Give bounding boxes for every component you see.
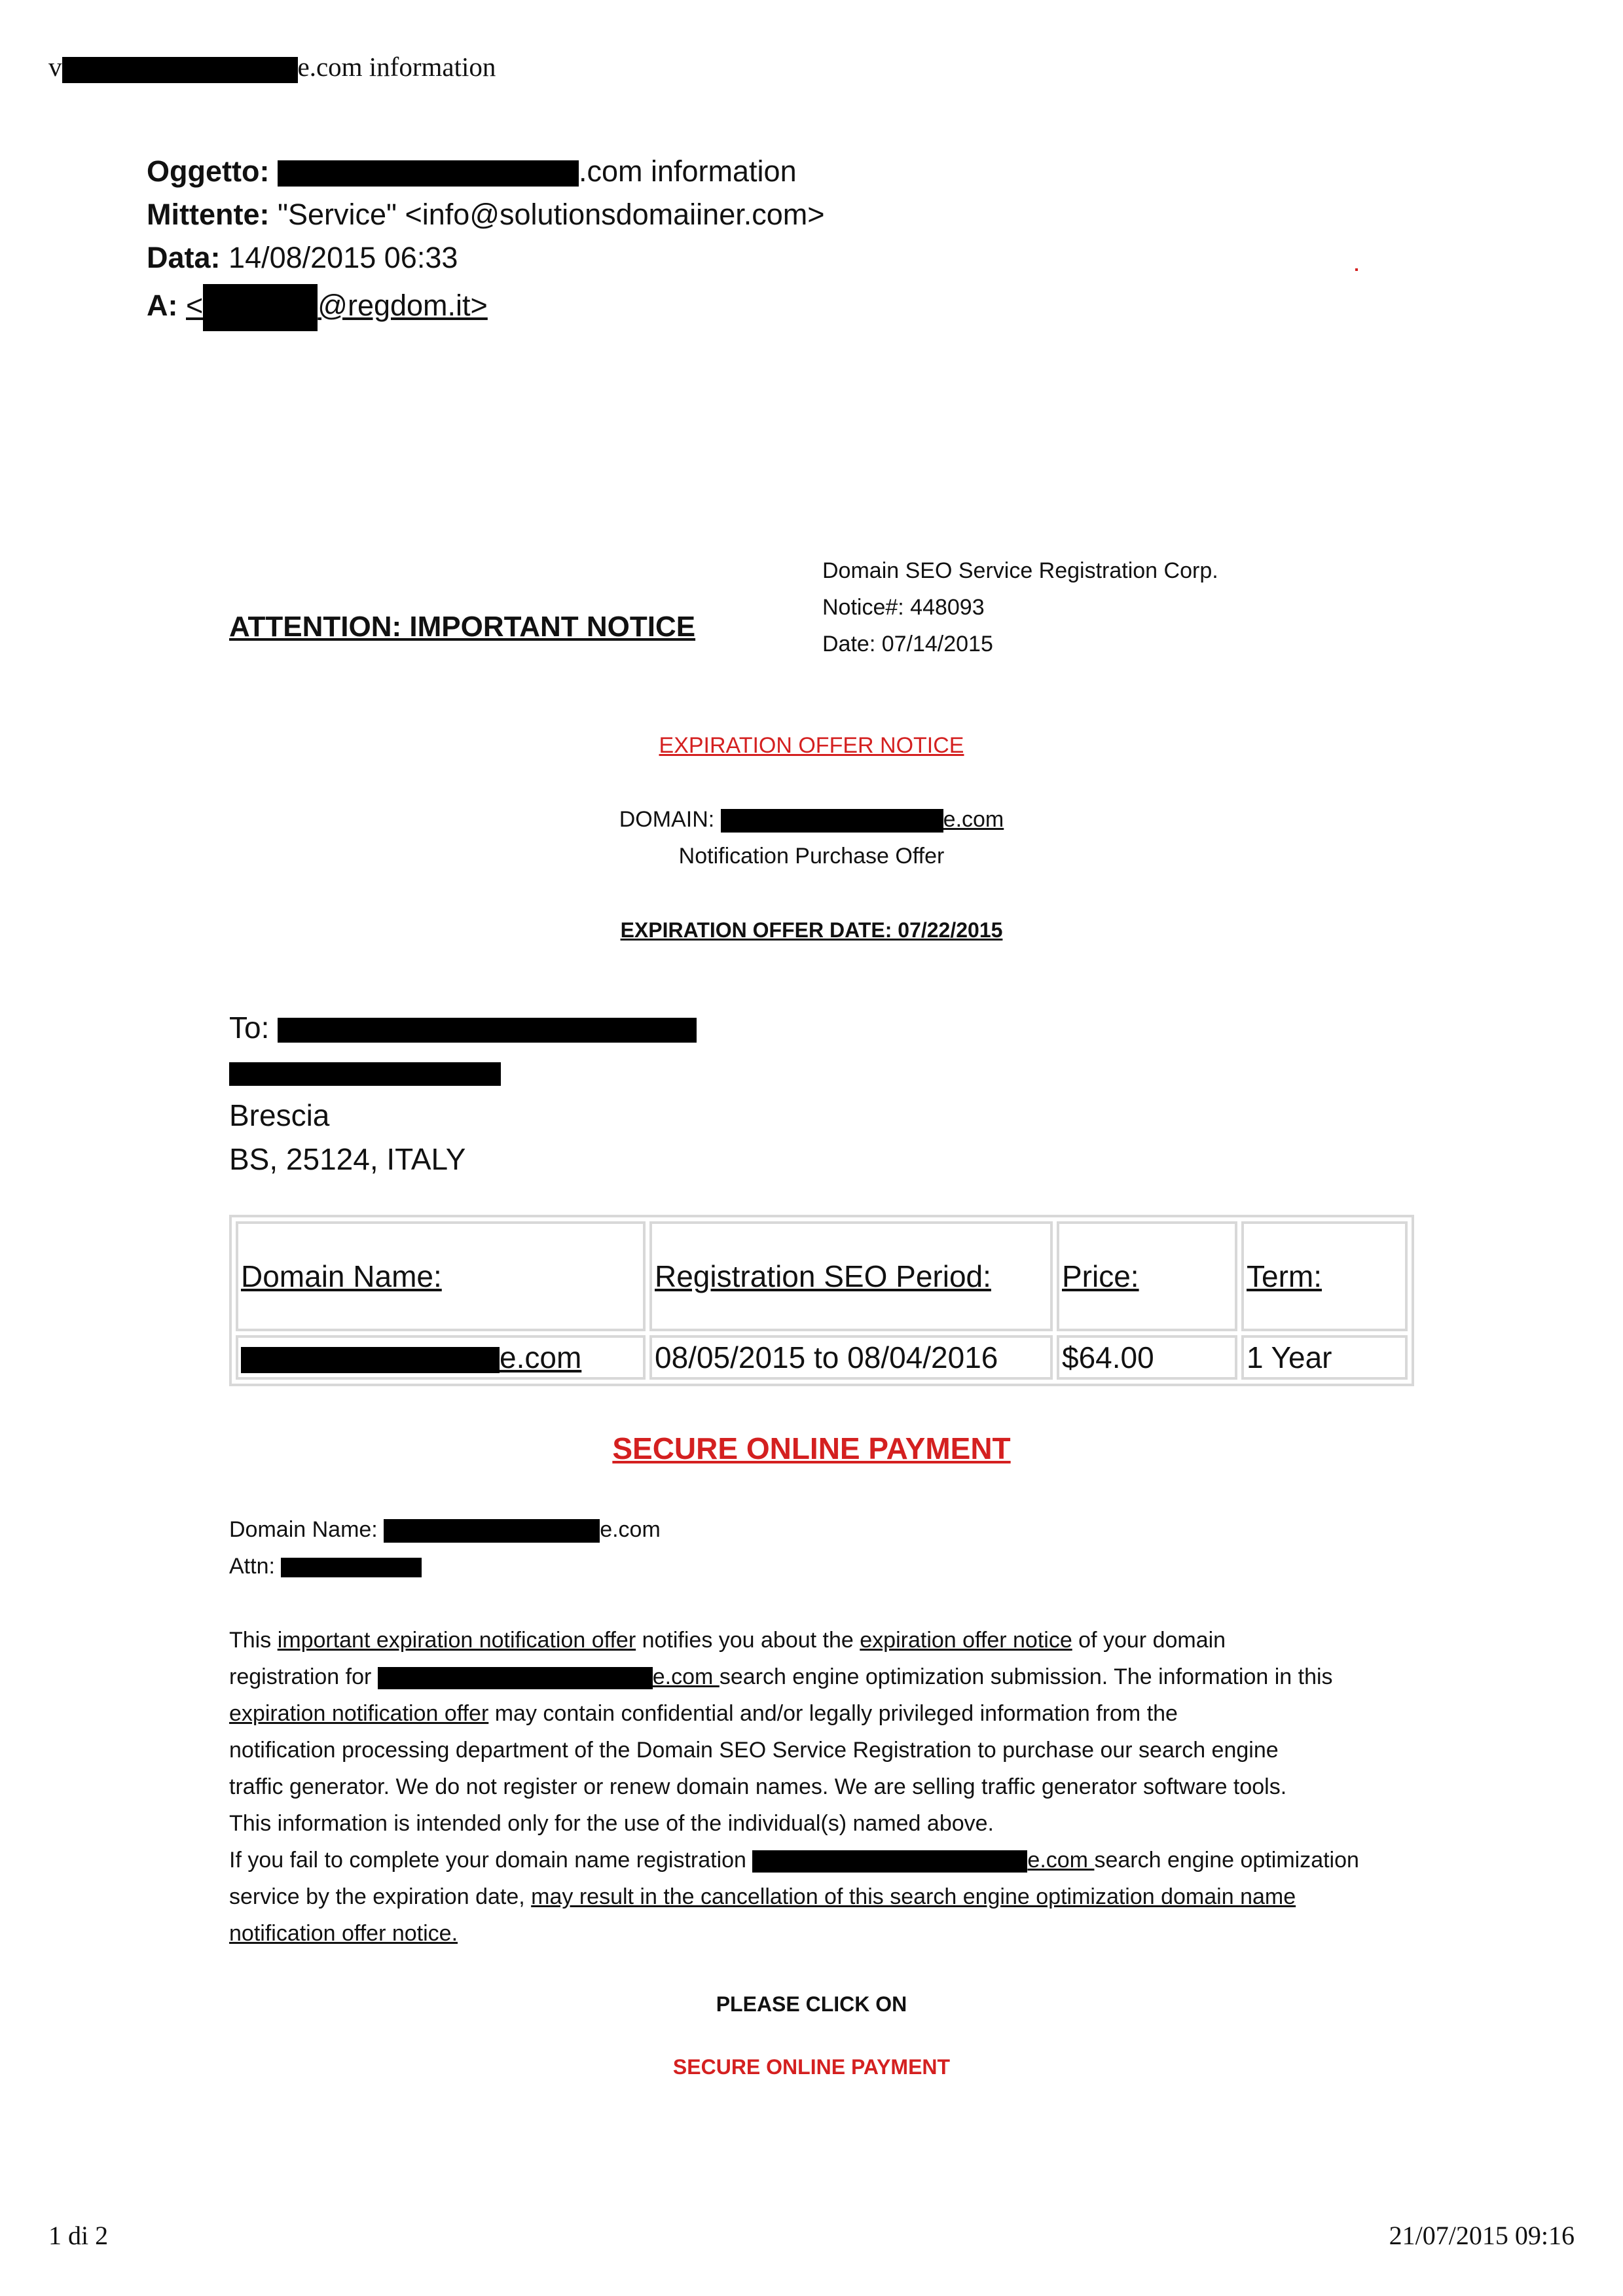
body-domain-link[interactable]: e.com: [378, 1664, 720, 1689]
redacted-block: [378, 1667, 653, 1689]
cell-price: $64.00: [1057, 1335, 1237, 1380]
email-sender-line: [147, 198, 825, 232]
address-to-line: [229, 1010, 697, 1045]
payment-domain-label: Domain Name:: [229, 1517, 378, 1542]
email-to-line: [147, 284, 488, 331]
print-header-title: [48, 51, 496, 83]
to-prefix: <: [186, 288, 204, 322]
body-line-9: [229, 1921, 458, 1946]
payment-domain-suffix: e.com: [600, 1517, 661, 1542]
cell-domain-name[interactable]: [236, 1335, 646, 1380]
domain-line: [0, 807, 1623, 833]
header-term: Term:: [1241, 1221, 1408, 1331]
email-date-line: [147, 241, 458, 275]
purchase-offer-subtitle: Notification Purchase Offer: [678, 844, 945, 869]
secure-payment-link[interactable]: SECURE ONLINE PAYMENT: [672, 2055, 951, 2079]
notice-number: Notice#: 448093: [822, 595, 985, 620]
redacted-block: [62, 57, 298, 83]
redacted-block: [229, 1062, 501, 1086]
print-title-prefix: v: [48, 52, 62, 82]
address-to-label: To:: [229, 1011, 270, 1045]
header-domain-name: Domain Name:: [236, 1221, 646, 1331]
expiration-notice-link[interactable]: expiration offer notice: [860, 1628, 1072, 1653]
body-line-8: service by the expiration date, may result in the cancellation of this search engine optimization domain name: [229, 1884, 1296, 1909]
payment-domain-line: [229, 1517, 661, 1543]
footer-page-number: 1 di 2: [48, 2221, 109, 2250]
cell-domain-suffix: e.com: [500, 1340, 582, 1374]
notification-offer-link[interactable]: notification offer notice.: [229, 1921, 458, 1946]
body-line-6: This information is intended only for the use of the individual(s) named above.: [229, 1811, 994, 1836]
domain-suffix: e.com: [943, 807, 1004, 832]
cell-term: 1 Year: [1241, 1335, 1408, 1380]
redacted-block: [278, 160, 579, 187]
redacted-block: [752, 1850, 1027, 1873]
body-line-1: This important expiration notification offer notifies you about the expiration offer notice of your domain: [229, 1628, 1226, 1653]
to-label: A:: [147, 288, 178, 322]
redacted-block: [721, 809, 943, 833]
expiration-offer-date: EXPIRATION OFFER DATE: 07/22/2015: [620, 918, 1003, 942]
notice-date: Date: 07/14/2015: [822, 632, 993, 656]
redacted-block: [203, 284, 318, 331]
expiration-offer-link[interactable]: expiration notification offer: [229, 1701, 489, 1726]
expiration-offer-title[interactable]: EXPIRATION OFFER NOTICE: [659, 733, 964, 758]
date-label: Data:: [147, 241, 221, 274]
address-street-line: [229, 1054, 501, 1089]
to-suffix: @regdom.it>: [318, 288, 488, 322]
attention-heading: ATTENTION: IMPORTANT NOTICE: [229, 611, 696, 643]
body-line-2: registration for e.com search engine optimization submission. The information in this: [229, 1664, 1333, 1689]
domain-info-table: [229, 1215, 1414, 1386]
footer-timestamp: 21/07/2015 09:16: [1389, 2221, 1575, 2250]
redacted-block: [241, 1347, 500, 1373]
sender-value: "Service" <info@solutionsdomaiiner.com>: [278, 198, 825, 231]
red-dot-mark: [1355, 268, 1358, 271]
important-offer-link[interactable]: important expiration notification offer: [277, 1628, 636, 1653]
address-postal: BS, 25124, ITALY: [229, 1142, 466, 1176]
table-header-row: [236, 1221, 1408, 1331]
body-line-7: If you fail to complete your domain name registration e.com search engine optimization: [229, 1848, 1359, 1873]
email-subject-line: [147, 154, 797, 188]
to-address-link[interactable]: [186, 289, 488, 322]
please-click-label: PLEASE CLICK ON: [716, 1992, 907, 2016]
body-line-3: expiration notification offer may contain confidential and/or legally privileged information from the: [229, 1701, 1178, 1726]
address-city: Brescia: [229, 1098, 330, 1132]
cancellation-link[interactable]: may result in the cancellation of this search engine optimization domain name: [531, 1884, 1296, 1909]
company-name: Domain SEO Service Registration Corp.: [822, 558, 1218, 583]
header-registration-period: Registration SEO Period:: [649, 1221, 1053, 1331]
domain-label: DOMAIN:: [619, 807, 715, 832]
subject-value: .com information: [578, 154, 797, 188]
table-row: [236, 1335, 1408, 1380]
sender-label: Mittente:: [147, 198, 270, 231]
payment-attn-label: Attn:: [229, 1554, 275, 1579]
redacted-block: [278, 1018, 697, 1043]
payment-attn-line: [229, 1554, 422, 1579]
redacted-block: [384, 1519, 600, 1543]
header-price: Price:: [1057, 1221, 1237, 1331]
subject-label: Oggetto:: [147, 154, 270, 188]
print-title-suffix: e.com information: [297, 52, 496, 82]
body-line-4: notification processing department of the Domain SEO Service Registration to purchase our search engine: [229, 1738, 1279, 1763]
body-line-5: traffic generator. We do not register or renew domain names. We are selling traffic generator software tools.: [229, 1774, 1287, 1799]
redacted-block: [281, 1558, 422, 1577]
date-value: 14/08/2015 06:33: [228, 241, 458, 274]
domain-link[interactable]: [721, 807, 1004, 832]
cell-period: 08/05/2015 to 08/04/2016: [649, 1335, 1053, 1380]
secure-payment-heading[interactable]: SECURE ONLINE PAYMENT: [612, 1431, 1011, 1465]
body-domain-link-2[interactable]: e.com: [752, 1848, 1094, 1873]
